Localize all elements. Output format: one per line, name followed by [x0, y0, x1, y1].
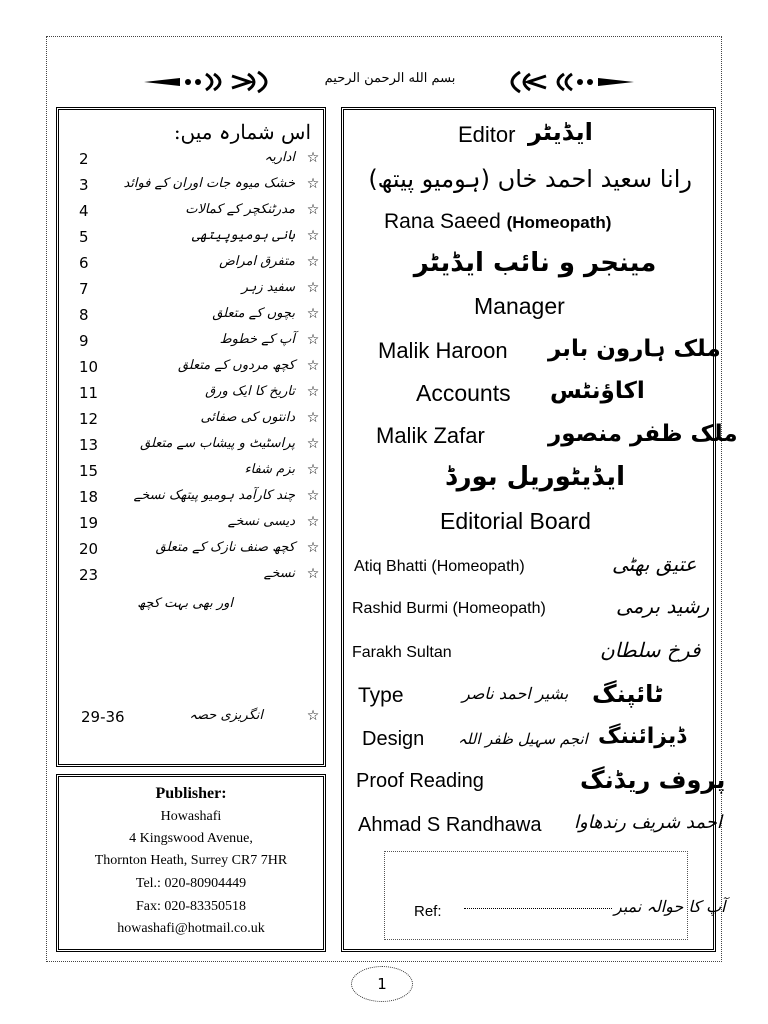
publisher-box	[56, 774, 326, 952]
publisher-title: Publisher:	[155, 785, 227, 802]
manager-label-en: Manager	[474, 293, 565, 319]
editor-name-ur: رانا سعید احمد خاں (ہومیو پیتھ)	[368, 165, 692, 193]
contents-row	[59, 254, 323, 280]
star-icon: ☆	[306, 306, 320, 322]
contents-title-text: بانی ہومیوپیتھی	[191, 228, 295, 243]
publisher-line: Tel.: 020-80904449	[135, 876, 247, 891]
accounts-name-ur: ملک ظفر منصور	[548, 421, 738, 447]
publisher-line: 4 Kingswood Avenue,	[129, 831, 253, 846]
contents-title-text: بچوں کے متعلق	[212, 306, 295, 321]
contents-row	[59, 514, 323, 540]
editor-name-en: Rana Saeed (Homeopath)	[384, 210, 612, 233]
proof-name-ur: احمد شریف رندھاوا	[574, 812, 722, 833]
editorial-board-label-ur: ایڈیٹوریل بورڈ	[445, 462, 625, 492]
publisher-line: Fax: 020-83350518	[135, 899, 247, 914]
contents-row	[59, 332, 323, 358]
star-icon: ☆	[306, 150, 320, 166]
contents-title-text: چند کارآمد ہومیو پیتھک نسخے	[133, 488, 295, 503]
ref-label-ur: آپ کا حوالہ نمبر	[614, 897, 726, 916]
contents-row	[59, 358, 323, 384]
manager-name-ur: ملک ہارون بابر	[548, 336, 721, 362]
contents-page-number: 2	[79, 150, 89, 168]
star-icon: ☆	[306, 228, 320, 244]
ref-label-en: Ref:	[414, 903, 442, 920]
star-icon: ☆	[306, 436, 320, 452]
contents-title-text: پراسٹیٹ و پیشاب سے متعلق	[140, 436, 295, 451]
star-icon: ☆	[306, 566, 320, 582]
reference-box	[384, 851, 688, 940]
type-label-en: Type	[358, 684, 404, 707]
star-icon: ☆	[306, 202, 320, 218]
contents-page-number: 20	[79, 540, 99, 558]
ref-entry-line[interactable]	[464, 908, 612, 909]
proof-label-ur: پروف ریڈنگ	[580, 766, 726, 794]
contents-title-text: دیسی نسخے	[227, 514, 295, 529]
contents-title-text: اداریہ	[264, 150, 295, 165]
board-member-en: Atiq Bhatti (Homeopath)	[354, 558, 525, 575]
contents-title-text: سفید زہر	[241, 280, 295, 295]
contents-row	[59, 566, 323, 592]
design-label-ur: ڈیزائننگ	[598, 724, 687, 749]
contents-page-number: 6	[79, 254, 89, 272]
contents-row	[59, 436, 323, 462]
contents-title-text: کچھ مردوں کے متعلق	[177, 358, 295, 373]
star-icon: ☆	[306, 708, 320, 724]
star-icon: ☆	[306, 280, 320, 296]
contents-row	[59, 228, 323, 254]
accounts-label-ur: اکاؤنٹس	[550, 378, 645, 404]
contents-page-number: 5	[79, 228, 89, 246]
page-number: 1	[351, 966, 413, 1002]
contents-page-number: 23	[79, 566, 99, 584]
contents-box	[56, 107, 326, 767]
contents-page-number: 8	[79, 306, 89, 324]
contents-title-text: تاریخ کا ایک ورق	[205, 384, 295, 399]
type-name-ur: بشیر احمد ناصر	[462, 684, 569, 703]
contents-page-number: 3	[79, 176, 89, 194]
ornament-left	[140, 64, 280, 100]
contents-row	[59, 202, 323, 228]
design-name-ur: انجم سہیل ظفر اللہ	[458, 730, 588, 748]
star-icon: ☆	[306, 514, 320, 530]
proof-label-en: Proof Reading	[356, 770, 484, 792]
manager-label-ur: مینجر و نائب ایڈیٹر	[413, 248, 657, 278]
star-icon: ☆	[306, 358, 320, 374]
contents-page-number: 4	[79, 202, 89, 220]
contents-row	[59, 306, 323, 332]
proof-name-en: Ahmad S Randhawa	[358, 814, 542, 836]
contents-title-text: خشک میوہ جات اوران کے فوائد	[123, 176, 295, 191]
contents-page-number: 15	[79, 462, 99, 480]
contents-row	[59, 150, 323, 176]
editor-label-ur: ایڈیٹر	[528, 118, 593, 146]
contents-title-text: کچھ صنف نازک کے متعلق	[155, 540, 295, 555]
star-icon: ☆	[306, 488, 320, 504]
contents-title-text: نسخے	[263, 566, 295, 581]
editor-label-en: Editor	[458, 122, 516, 147]
contents-title-text: بزم شفاء	[244, 462, 295, 477]
design-label-en: Design	[362, 728, 425, 750]
contents-row	[59, 410, 323, 436]
contents-page-number: 13	[79, 436, 99, 454]
board-member-ur: عتیق بھٹی	[612, 552, 697, 576]
contents-page-number: 10	[79, 358, 99, 376]
publisher-line: Howashafi	[160, 809, 222, 824]
contents-row	[59, 176, 323, 202]
board-member-ur: رشید برمی	[616, 594, 710, 618]
contents-page-number: 18	[79, 488, 99, 506]
contents-title-text: دانتوں کی صفائی	[200, 410, 295, 425]
manager-name-en: Malik Haroon	[378, 338, 508, 363]
board-member-en: Rashid Burmi (Homeopath)	[352, 600, 546, 617]
star-icon: ☆	[306, 540, 320, 556]
type-label-ur: ٹائپنگ	[592, 680, 664, 708]
contents-title-text: متفرق امراض	[219, 254, 295, 269]
contents-row	[59, 540, 323, 566]
contents-page-number: 29-36	[81, 708, 125, 726]
accounts-label-en: Accounts	[416, 380, 511, 406]
contents-row-english	[59, 708, 323, 734]
contents-title-text: آپ کے خطوط	[219, 332, 295, 347]
contents-more: اور بھی بہت کچھ	[137, 596, 233, 611]
publisher-email: howashafi@hotmail.co.uk	[117, 921, 265, 936]
board-member-ur: فرخ سلطان	[600, 638, 701, 662]
publisher-line: Thornton Heath, Surrey CR7 7HR	[94, 853, 288, 868]
star-icon: ☆	[306, 332, 320, 348]
contents-page-number: 7	[79, 280, 89, 298]
board-member-en: Farakh Sultan	[352, 644, 452, 661]
contents-row	[59, 280, 323, 306]
star-icon: ☆	[306, 176, 320, 192]
editorial-board-label-en: Editorial Board	[440, 508, 591, 534]
contents-title: اس شمارہ میں:	[173, 120, 311, 144]
contents-title-text: مدرٹنکچر کے کمالات	[185, 202, 295, 217]
star-icon: ☆	[306, 384, 320, 400]
star-icon: ☆	[306, 410, 320, 426]
contents-row	[59, 384, 323, 410]
contents-page-number: 12	[79, 410, 99, 428]
contents-row	[59, 462, 323, 488]
contents-page-number: 9	[79, 332, 89, 350]
contents-title-text: انگریزی حصہ	[189, 708, 263, 723]
basmala: بسم الله الرحمن الرحیم	[324, 71, 456, 86]
accounts-name-en: Malik Zafar	[376, 423, 485, 448]
ornament-right	[498, 64, 638, 100]
contents-page-number: 11	[79, 384, 99, 402]
contents-page-number: 19	[79, 514, 99, 532]
star-icon: ☆	[306, 462, 320, 478]
contents-row	[59, 488, 323, 514]
star-icon: ☆	[306, 254, 320, 270]
